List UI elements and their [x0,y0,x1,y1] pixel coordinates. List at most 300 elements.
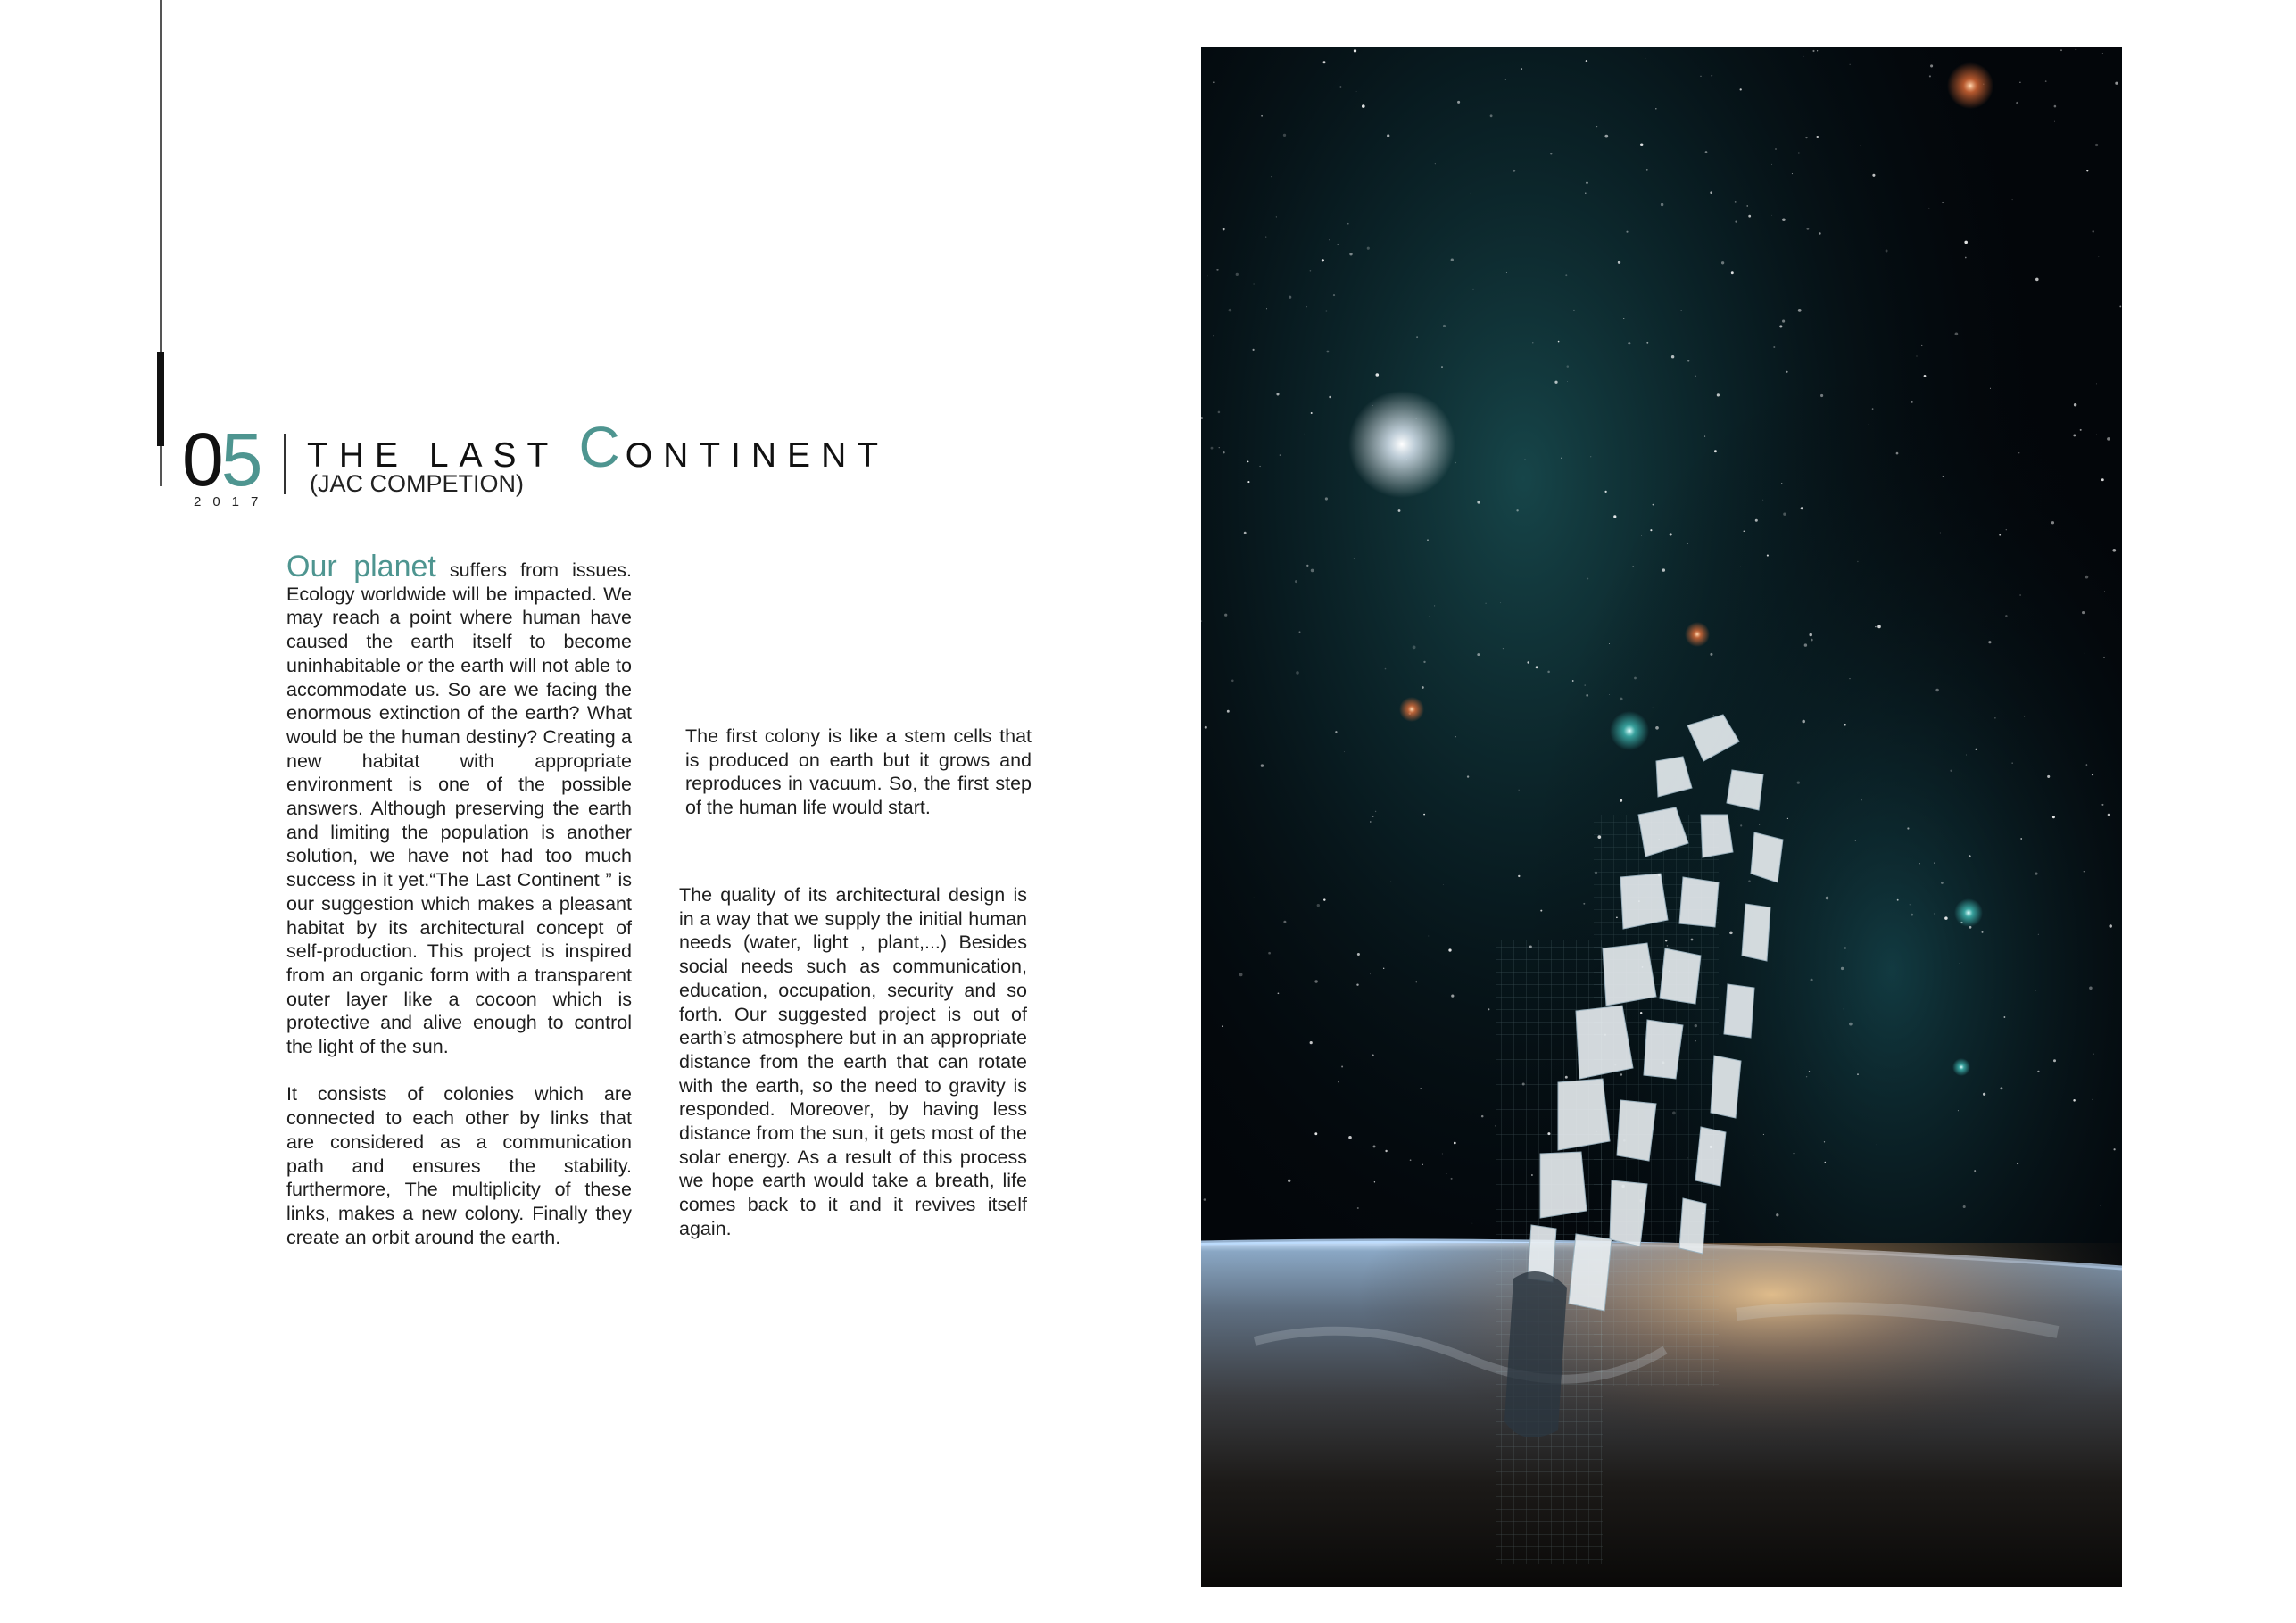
text-column-right-bottom [679,883,1027,1241]
star [2019,82,2020,83]
star [1276,393,1279,395]
star [1565,274,1567,276]
star [1427,539,1429,541]
star [1641,535,1642,536]
star [2092,774,2093,775]
star [1567,381,1568,382]
star [1755,519,1758,522]
star [1609,694,1610,695]
star [1807,228,1810,230]
star [1247,481,1249,483]
title-part2: ONTINENT [625,436,890,475]
star [2101,478,2104,481]
star [1420,1088,1422,1089]
star [1934,914,1935,915]
star [1695,375,1696,377]
star [1335,731,1337,733]
paragraph [286,550,632,1059]
star [1443,884,1444,885]
star [1441,366,1442,367]
star [1373,1145,1376,1147]
star [1288,1180,1290,1182]
star [1422,1164,1423,1165]
star [1322,259,1324,261]
project-number-prefix: 0 [182,418,221,501]
title-part1: THE LAST [307,436,579,475]
star [1850,678,1851,679]
star [1410,1159,1412,1161]
star [2073,1099,2076,1102]
star [1872,408,1874,410]
star [2098,256,2099,257]
star [1442,1153,1443,1154]
star [1374,1181,1375,1182]
star [2080,429,2082,431]
star [1347,223,1349,225]
star [1558,341,1560,343]
star [1323,61,1326,63]
star [1362,104,1365,108]
star [1994,717,1996,719]
star [1266,308,1267,309]
star [1988,641,1991,643]
star [1850,64,1851,65]
star [2012,763,2013,764]
star [1224,614,1227,617]
star [1265,237,1266,238]
star [1646,342,1648,344]
star [1940,533,1941,534]
star [1687,543,1688,544]
star [1344,751,1345,752]
star [1325,310,1327,311]
star [1268,952,1271,955]
star [1338,1081,1339,1082]
star [1792,173,1793,174]
star [1289,296,1291,299]
star [1472,1223,1473,1224]
star [1735,221,1737,223]
star [1897,899,1899,901]
star [1231,680,1234,683]
star [2053,1059,2056,1062]
star [1634,677,1637,680]
star [1550,153,1552,154]
star [2085,576,2089,579]
star [1817,50,1818,51]
star [2052,816,2055,818]
star [1254,283,1255,284]
star [1857,561,1858,562]
title-accent-letter: C [578,415,626,479]
star [2092,1099,2093,1100]
star [1934,863,1935,864]
star [1714,450,1717,452]
star [1983,1093,1985,1096]
star [1467,775,1469,777]
star [2084,871,2085,872]
star [2102,53,2103,54]
star [1999,534,2001,536]
star [1618,261,1620,264]
star [1917,356,1918,357]
star [1911,401,1913,403]
star [1299,631,1301,633]
star [1435,163,1436,164]
star [1943,476,1944,477]
star [1219,447,1220,448]
star [1348,1136,1352,1139]
star [1398,509,1401,512]
star [2115,82,2118,85]
star [1759,824,1760,825]
star [1762,500,1763,501]
star [1928,208,1929,209]
star [1416,981,1417,982]
star [1748,215,1751,218]
star [2012,199,2013,200]
star [1921,345,1922,346]
star [1375,811,1376,812]
star [1296,671,1299,675]
star [1824,1141,1825,1142]
star [1513,170,1515,172]
star [1216,269,1218,271]
star [1367,247,1370,250]
star [1485,603,1486,604]
star [1941,882,1944,884]
star [1310,270,1312,272]
star [2020,838,2022,840]
star [1239,973,1243,977]
star [2019,594,2021,596]
star [1521,68,1522,69]
star [2038,934,2039,935]
star [1849,1023,1853,1026]
star [1661,203,1663,206]
star [1211,447,1214,450]
star [1809,1071,1810,1072]
star [1748,880,1750,882]
star [1877,625,1881,629]
star [1477,653,1480,656]
star [1875,626,1876,627]
star [1806,1076,1807,1077]
star [1585,684,1586,685]
star [2054,105,2057,108]
star [1653,504,1654,506]
star [1527,661,1529,663]
star [1567,365,1570,368]
star [1798,309,1802,312]
star [1333,294,1335,296]
project-number [182,418,261,501]
star [1357,1207,1359,1209]
star [1825,1162,1827,1163]
star [1911,914,1913,916]
star [1710,653,1712,656]
star [1855,840,1856,841]
star [1329,396,1331,399]
star [1323,898,1325,900]
star [1448,948,1451,951]
star [1710,191,1712,194]
star [1969,855,1971,857]
star [1786,371,1788,373]
star [1623,318,1624,319]
star [1655,108,1657,110]
paragraph-text: suffers from issues. Ecology worldwide will be impacted. We may reach a point where human have caused the earth itself to become uninhabitable or the earth will not able to accommodate us. So are we facing the enormous extinction of the earth? What would be the human destiny? Creating a new habitat with appropriate environment is one of the possible answers. Although preserving the earth and limiting the population is another solution, we have not had too much success in it yet.“The Last Continent ” is our suggestion which makes a pleasant habitat by its architectural concept of self-production. This project is inspired from an organic form with a transparent outer layer like a cocoon which is protective and alive enough to control the light of the sun. [286,559,632,1058]
star [1767,555,1769,557]
star [1590,456,1591,457]
star [1783,513,1786,516]
star [1700,76,1701,77]
star [2096,434,2097,435]
lead-words: Our planet [286,550,436,584]
star [1801,507,1803,509]
star [1950,770,1952,772]
star [2104,591,2105,592]
star [2092,230,2093,232]
star [1413,646,1416,650]
paragraph: The quality of its architectural design is in a way that we supply the initial human needs (water, light , plant,...) Besides social needs such as communication, education, occupation, security and so forth. Our suggested project is out of earth’s atmosphere but in an appropriate distance from the earth that can rotate with the earth, so the need to gravity is responded. Moreover, by having less distance from the sun, it gets most of the solar energy. As a result of this process we hope earth would take a breath, life comes back to it and it revives itself again. [679,884,1027,1239]
star [2086,170,2088,171]
star [1204,1198,1206,1201]
star [1798,152,1800,153]
star [1655,726,1659,730]
star [1283,921,1286,923]
star [1295,580,1297,583]
project-number-accent: 5 [220,418,261,501]
star [2095,144,2098,146]
star [1455,462,1456,464]
star [2060,49,2062,51]
star [2093,1054,2094,1055]
star [1325,497,1328,500]
star [1929,75,1931,77]
star [1705,151,1708,153]
star [1314,1132,1317,1135]
star [1434,605,1435,606]
star [1942,202,1944,203]
star [1518,875,1520,877]
star [1704,436,1705,437]
star [1451,1178,1453,1180]
star [1383,968,1384,969]
star [1944,916,1948,920]
star [1805,137,1807,138]
star [1671,355,1674,358]
star [1773,346,1775,348]
star [1650,529,1652,531]
star [1735,201,1737,203]
star [1516,509,1518,511]
star [1809,633,1812,637]
star [1717,393,1720,396]
star [2101,804,2103,806]
star [1536,666,1538,668]
page-subtitle: (JAC COMPETION) [310,470,524,497]
star [2074,403,2076,406]
star [1620,698,1622,700]
star [2035,873,2037,875]
star [1311,412,1313,414]
star [1771,164,1772,165]
star [2047,775,2050,778]
star [2016,102,2018,104]
star [1779,325,1782,327]
star [1826,897,1829,900]
star [1844,724,1846,726]
star [1519,790,1520,791]
title-divider [284,434,286,494]
star [2006,529,2007,530]
star [1310,1041,1313,1044]
star [1261,764,1264,766]
star [1964,241,1968,244]
star [1314,980,1317,982]
star [1816,136,1819,138]
star [1423,661,1425,663]
star [1886,250,1888,253]
star [1227,710,1230,713]
star [1244,532,1247,534]
star [1662,568,1665,571]
star [1844,947,1846,948]
star [1223,228,1225,230]
star [1604,135,1608,138]
star [1213,81,1214,83]
star [1385,1150,1387,1152]
star [2018,452,2019,453]
star [1278,992,1280,994]
star [1429,616,1430,617]
star [1223,451,1224,453]
star [1490,114,1493,117]
star [2054,121,2055,122]
star [1721,261,1724,264]
star [1505,79,1506,80]
star [1372,1054,1373,1056]
star [1341,1066,1343,1068]
star [1819,232,1820,234]
star [1451,258,1454,261]
star [1670,533,1672,535]
star [1422,686,1424,689]
star [1587,578,1588,580]
star [2035,990,2036,991]
star [1966,755,1967,756]
star [2017,1163,2018,1164]
star [1213,335,1214,336]
star [1626,231,1628,233]
star [1804,643,1807,646]
star [1872,174,1875,177]
star [1731,271,1734,274]
star [1958,1110,1959,1111]
star [1744,531,1745,533]
star [1259,466,1260,467]
star [1455,736,1456,737]
project-year: 2017 [194,494,270,509]
star [2082,611,2085,614]
star [1782,320,1785,323]
star [1207,276,1208,277]
star [2107,437,2110,441]
star [1446,1173,1447,1174]
star [1787,818,1788,819]
star [1236,273,1239,276]
star [1327,351,1330,353]
star [1924,375,1927,377]
star [1620,799,1622,802]
star [1975,749,1977,750]
space-render-image [1201,47,2122,1587]
star [2045,80,2047,82]
star [1481,1115,1484,1118]
star [1339,86,1341,87]
star [2035,278,2039,282]
star [2051,521,2054,524]
star [1586,182,1587,184]
star [1540,910,1542,912]
star [1311,569,1314,573]
star [1955,332,1959,335]
star [1776,1213,1778,1216]
star [1572,680,1574,682]
star [1974,1170,1976,1172]
star [1218,411,1221,414]
star [1276,216,1277,217]
star [1930,64,1933,67]
star [1451,995,1454,998]
star [1457,101,1460,104]
star [1229,309,1232,312]
star [1349,253,1352,255]
star [1376,373,1380,377]
star [1585,192,1586,193]
star [1261,115,1263,117]
star [1820,394,1823,397]
star [1205,726,1207,729]
star [1811,639,1813,642]
star [1907,827,1909,829]
star [1370,973,1371,974]
star [1500,602,1501,603]
star [1711,75,1712,77]
text-column-right-top [685,725,1032,820]
star [1354,49,1356,52]
margin-marker [157,352,164,446]
star [1561,457,1562,459]
star [1640,143,1644,146]
star [1609,643,1610,644]
star [1387,134,1389,137]
star [1857,1073,1859,1075]
star [2103,657,2105,658]
star [1329,239,1330,240]
star [1271,176,1272,177]
paragraph: It consists of colonies which are connected to each other by links that are considered as a communication path and ensures the stability. furthermore, The multiplicity of these links, makes a new colony. Finally they create an orbit around the earth. [286,1083,632,1248]
star [1628,342,1630,344]
space-render-svg [1201,47,2122,1587]
star [2003,1016,2005,1018]
star [1372,816,1373,817]
star [1454,1142,1456,1145]
star [1306,306,1307,307]
star [1306,565,1308,567]
star [1428,936,1429,937]
